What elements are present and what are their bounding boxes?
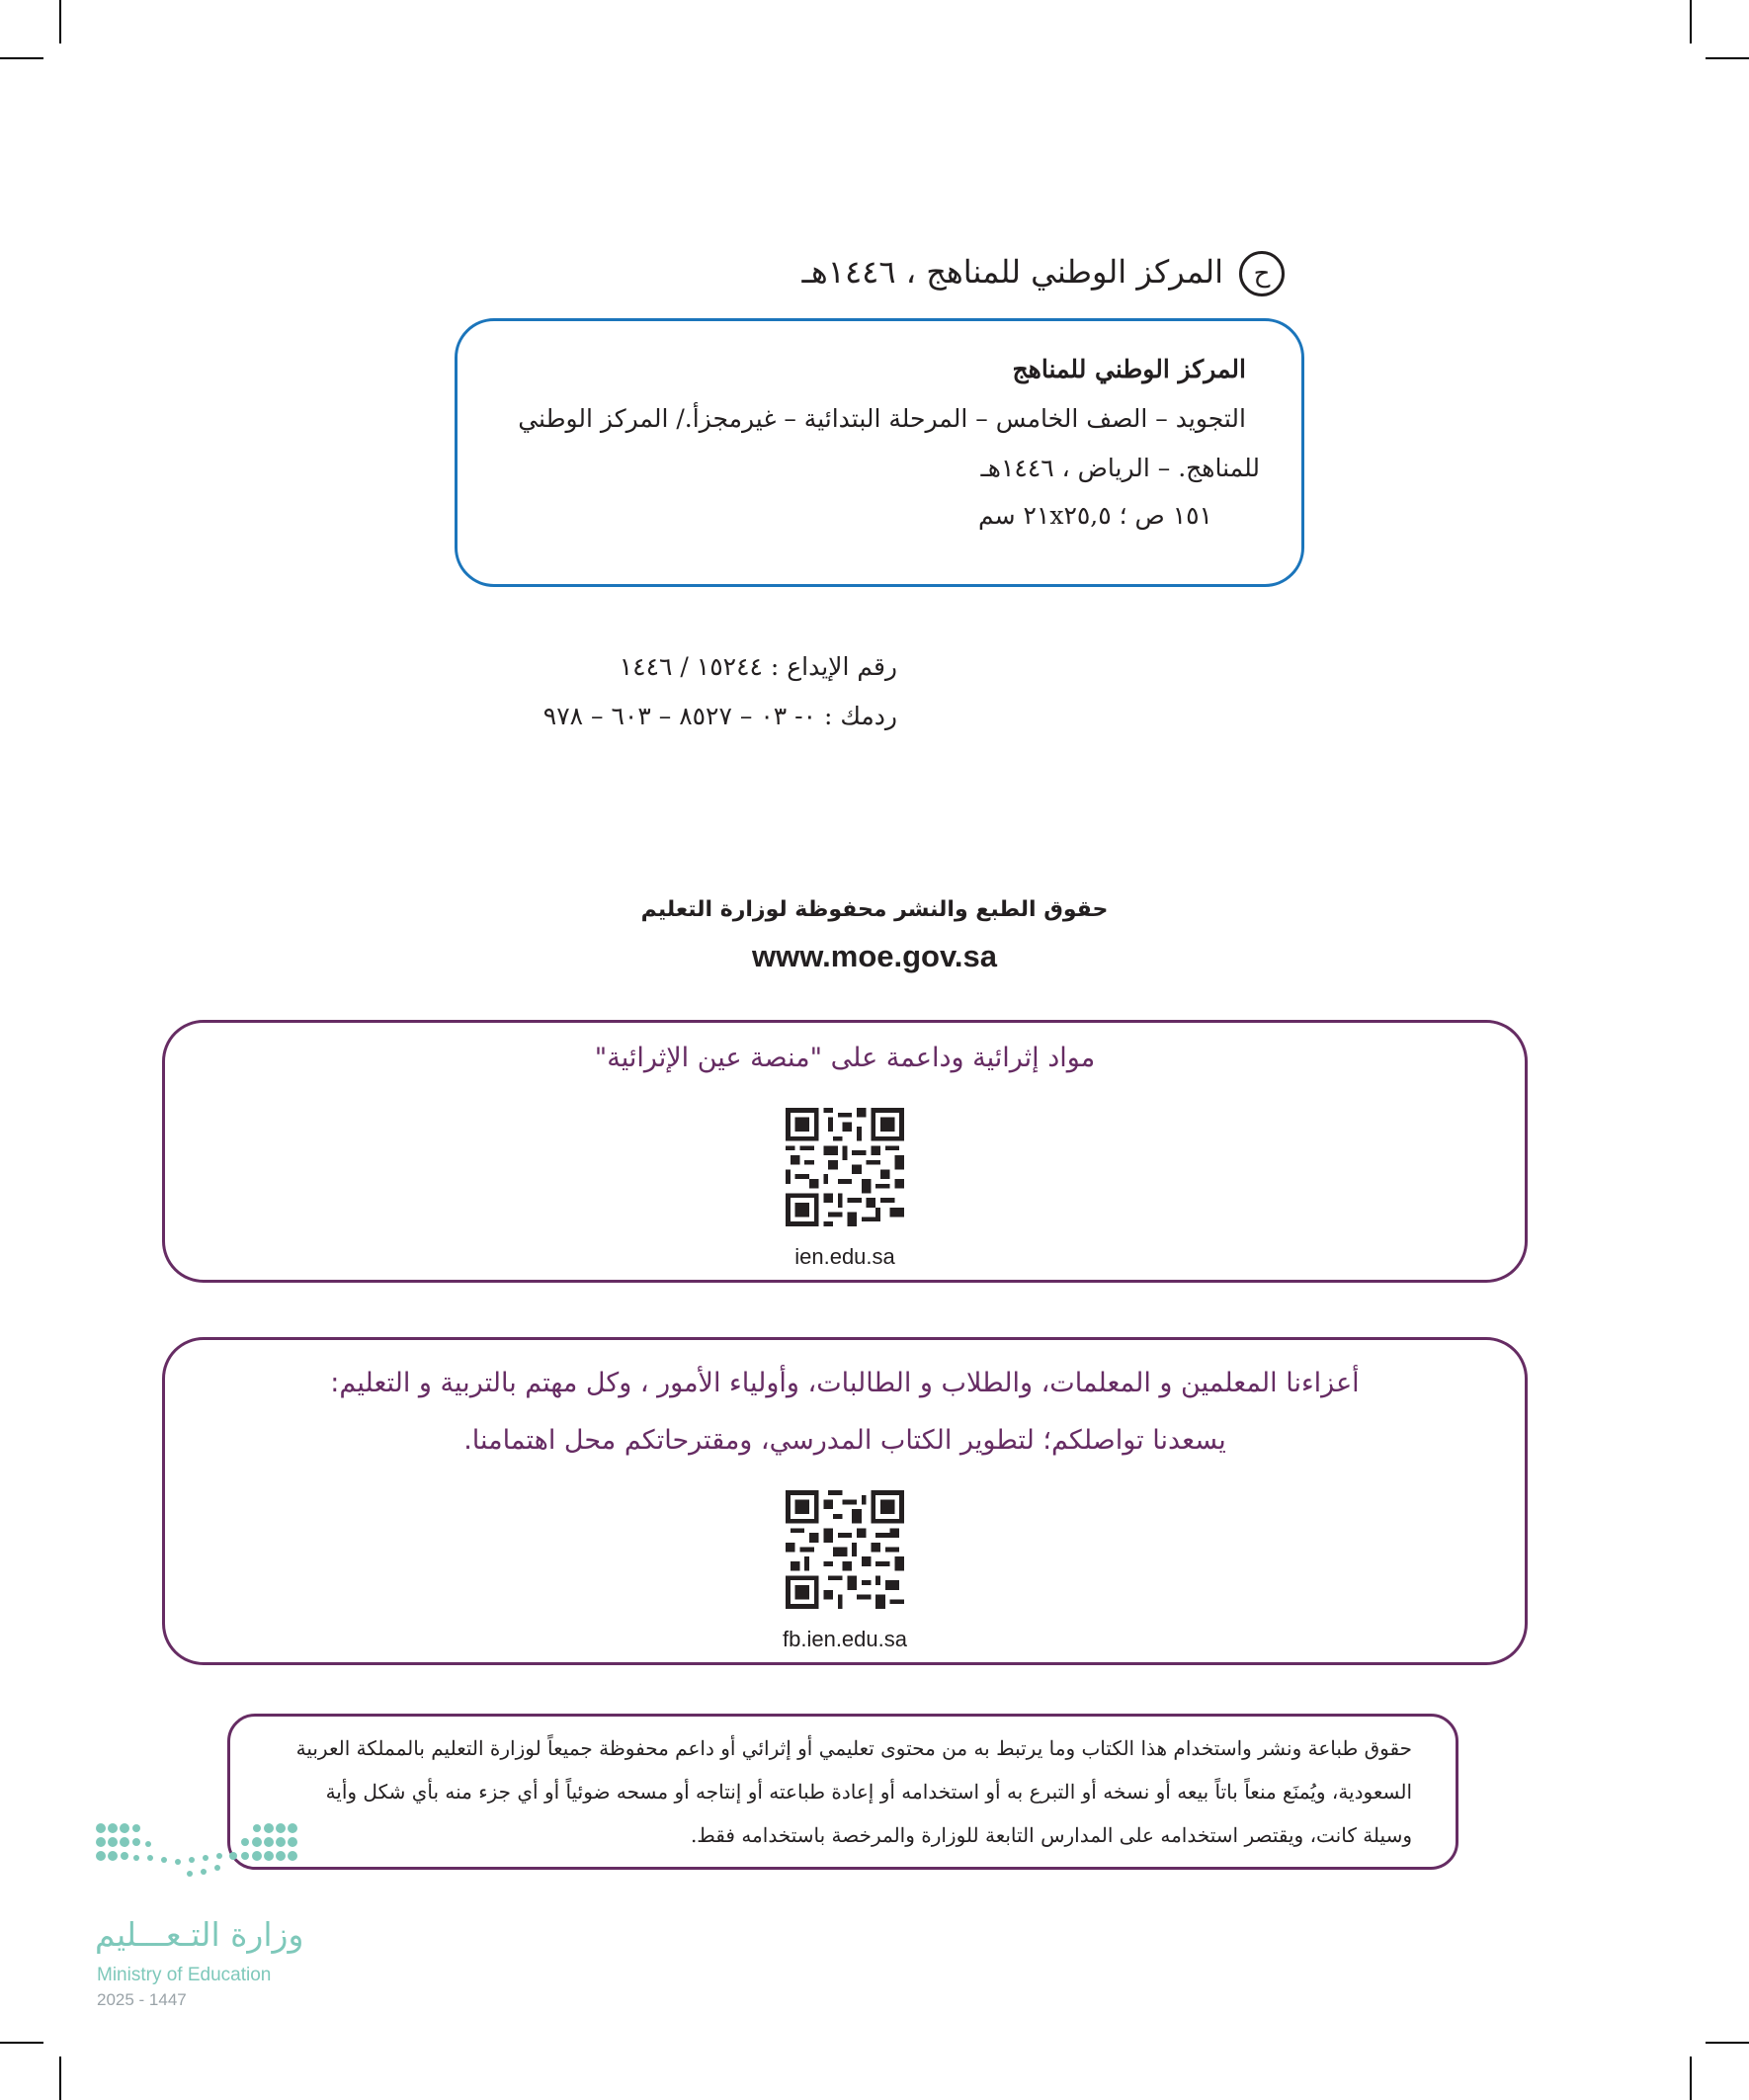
copyright-line [801, 249, 1285, 304]
legal-line-1: حقوق طباعة ونشر واستخدام هذا الكتاب وما يرتبط به من محتوى تعليمي أو إثرائي أو داعم محفوظة جميعاً لوزارة التعليم بالمملكة العربية [295, 1736, 1412, 1760]
crop-mark [1690, 2057, 1692, 2100]
feedback-line-2: يسعدنا تواصلكم؛ لتطوير الكتاب المدرسي، ومقترحاتكم محل اهتمامنا. [463, 1425, 1226, 1456]
rights-title: حقوق الطبع والنشر محفوظة لوزارة التعليم [640, 897, 1109, 922]
deposit-number: رقم الإيداع : ١٥٢٤٤ / ١٤٤٦ [619, 652, 897, 681]
catalog-line-title: التجويد – الصف الخامس – المرحلة البتدائية – غيرمجزأ./ المركز الوطني [518, 404, 1246, 433]
ien-url[interactable]: ien.edu.sa [794, 1244, 895, 1269]
feedback-url[interactable]: fb.ien.edu.sa [783, 1627, 907, 1651]
ministry-years: 2025 - 1447 [97, 1990, 187, 2009]
feedback-box [162, 1337, 1528, 1665]
deposit-info [543, 652, 897, 751]
feedback-qr-code[interactable] [786, 1490, 904, 1609]
catalog-line-publisher: المركز الوطني للمناهج [1012, 355, 1246, 383]
legal-notice [227, 1714, 1458, 1870]
catalog-line-pages: ١٥١ ص ؛ ٢١x٢٥,٥ سم [977, 501, 1212, 530]
crop-mark [1706, 57, 1749, 59]
website-link[interactable]: www.moe.gov.sa [751, 939, 998, 973]
ien-qr-code[interactable] [786, 1108, 904, 1226]
crop-mark [1690, 0, 1692, 43]
crop-mark [0, 2042, 43, 2044]
ien-platform-box [162, 1020, 1528, 1283]
copyright-symbol: ح [1239, 251, 1285, 296]
ministry-logo [95, 1820, 332, 2018]
ministry-dots-icon [95, 1820, 312, 1899]
crop-mark [0, 57, 43, 59]
isbn-number: ردمك : ٠- ٠٣ – ٨٥٢٧ – ٦٠٣ – ٩٧٨ [542, 702, 897, 730]
ministry-name-english: Ministry of Education [97, 1965, 272, 1985]
crop-mark [59, 0, 61, 43]
crop-mark [59, 2057, 61, 2100]
legal-line-2: السعودية، ويُمنَع منعاً باتاً بيعه أو نسخه أو التبرع به أو استخدامه أو إعادة طباعته أو إنتاجه أو مسحه ضوئياً أو أي جزء منه بأي شكل وأية [325, 1780, 1412, 1804]
ministry-name-arabic: وزارة التـعـــليم [95, 1915, 304, 1954]
legal-line-3: وسيلة كانت، ويقتصر استخدامه على المدارس التابعة للوزارة والمرخصة باستخدامه فقط. [690, 1823, 1412, 1847]
feedback-line-1: أعزاءنا المعلمين و المعلمات، والطلاب و الطالبات، وأولياء الأمور ، وكل مهتم بالتربية و التعليم: [330, 1368, 1360, 1398]
ien-platform-text: مواد إثرائية وداعمة على "منصة عين الإثرائية" [594, 1043, 1096, 1073]
catalog-card [455, 318, 1304, 587]
crop-mark [1706, 2042, 1749, 2044]
copyright-text: المركز الوطني للمناهج ، ١٤٤٦هـ [801, 253, 1223, 291]
catalog-line-place: للمناهج. – الرياض ، ١٤٤٦هـ [980, 454, 1260, 482]
